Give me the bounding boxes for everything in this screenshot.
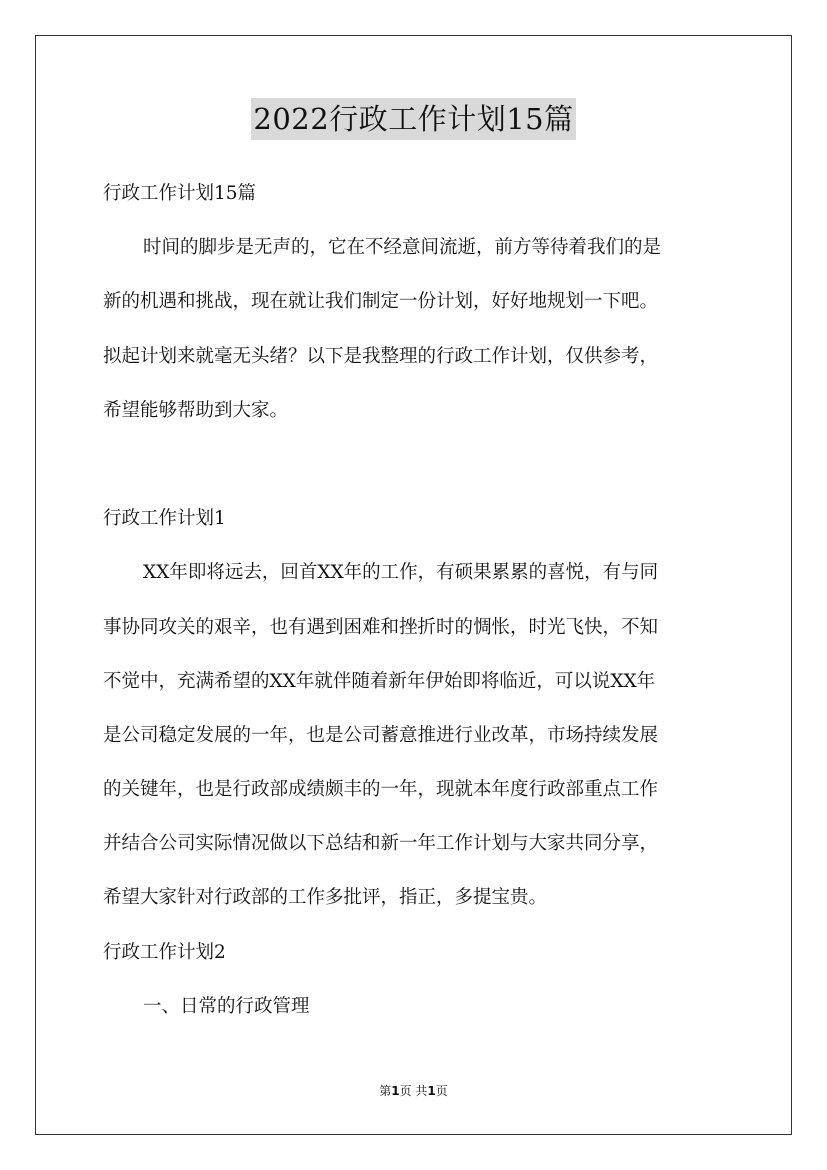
footer-page-current: 1 bbox=[391, 1084, 400, 1098]
section1-line: 是公司稳定发展的一年，也是公司蓄意推进行业改革，市场持续发展 bbox=[103, 724, 659, 746]
section1-line: 希望大家针对行政部的工作多批评，指正，多提宝贵。 bbox=[103, 887, 548, 909]
intro-line: 时间的脚步是无声的，它在不经意间流逝，前方等待着我们的是 bbox=[143, 237, 662, 259]
intro-line: 拟起计划来就毫无头绪？以下是我整理的行政工作计划，仅供参考， bbox=[103, 345, 659, 367]
section1-line: 事协同攻关的艰辛，也有遇到困难和挫折时的惆怅，时光飞快，不知 bbox=[103, 616, 659, 638]
footer-mid: 页 共 bbox=[399, 1084, 428, 1098]
page-footer bbox=[0, 1082, 827, 1099]
section1-line: 的关键年，也是行政部成绩颇丰的一年，现就本年度行政部重点工作 bbox=[103, 779, 659, 801]
section-heading-2: 行政工作计划2 bbox=[103, 941, 226, 963]
section1-line: XX年即将远去，回首XX年的工作，有硕果累累的喜悦，有与同 bbox=[143, 562, 659, 584]
document-subtitle: 行政工作计划15篇 bbox=[103, 183, 257, 204]
document-body bbox=[103, 167, 727, 1034]
section1-line: 不觉中，充满希望的XX年就伴随着新年伊始即将临近，可以说XX年 bbox=[103, 670, 656, 692]
intro-line: 希望能够帮助到大家。 bbox=[103, 399, 289, 421]
document-title: 2022行政工作计划15篇 bbox=[251, 98, 575, 140]
footer-page-total: 1 bbox=[427, 1084, 436, 1098]
section2-item: 一、日常的行政管理 bbox=[143, 995, 310, 1017]
intro-line: 新的机遇和挑战，现在就让我们制定一份计划，好好地规划一下吧。 bbox=[103, 291, 659, 313]
section-heading-1: 行政工作计划1 bbox=[103, 508, 226, 530]
title-container bbox=[0, 98, 827, 140]
footer-prefix: 第 bbox=[379, 1084, 392, 1098]
paragraph-gap bbox=[103, 438, 727, 492]
section1-line: 并结合公司实际情况做以下总结和新一年工作计划与大家共同分享， bbox=[103, 833, 659, 855]
footer-suffix: 页 bbox=[435, 1084, 448, 1098]
